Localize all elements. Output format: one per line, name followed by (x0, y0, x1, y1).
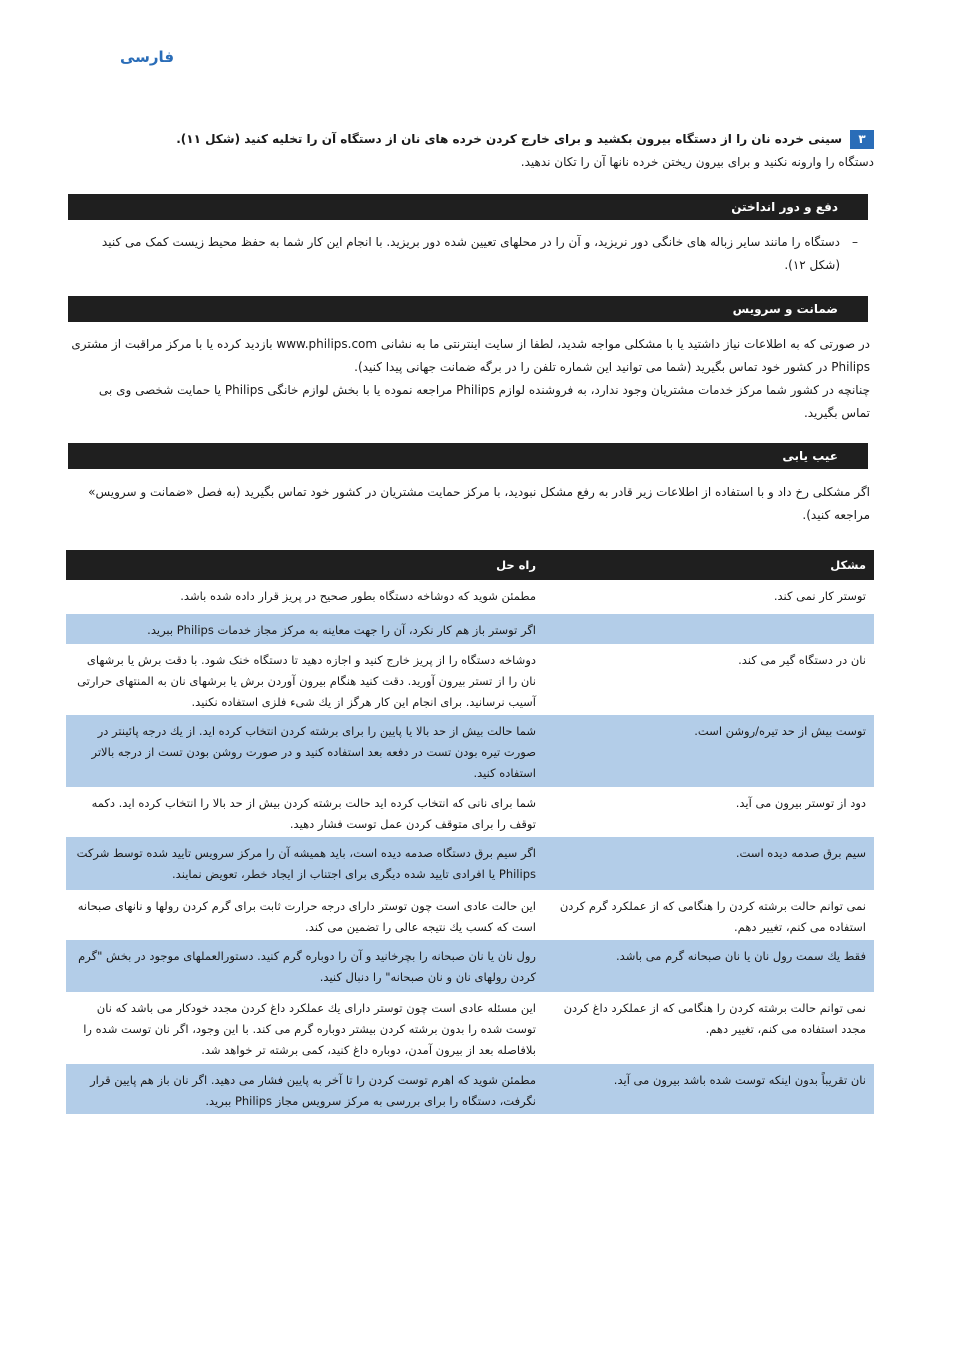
section-header-guarantee: ضمانت و سرویس (68, 296, 868, 322)
solution-cell: دوشاخه دستگاه را از پریز خارج کنید و اجازه دهید تا دستگاه خنک شود. با دقت برش یا برشهای نان را از تستر بیرون آورید. دقت کنید هنگام بیرون آوردن برش یا برشهای نان به المنتهای حرارتی آسیب نرسانید. برای انجام این کار هرگز از یك شیء فلزی استفاده نکنید. (77, 653, 536, 709)
table-row (66, 644, 874, 715)
table-row (66, 787, 874, 837)
problem-cell: سیم برق صدمه دیده است. (735, 846, 866, 860)
section-header-disposal: دفع و دور انداختن (68, 194, 868, 220)
troubleshooting-intro: اگر مشکلی رخ داد و با استفاده از اطلاعات زیر قادر به رفع مشکل نبودید، با مرکز حمایت مشتریان در کشور خود تماس بگیرید (به فصل «ضمانت و سرویس» مراجعه کنید). (88, 485, 870, 522)
section-header-troubleshooting: عیب یابی (68, 443, 868, 469)
problem-cell: نمی توانم حالت برشته کردن را هنگامی که از عملکرد داغ کردن مجدد استفاده می کنم، تغییر دهم. (563, 1001, 866, 1036)
header-problem: مشکل (830, 558, 866, 572)
solution-cell: مطمئن شوید که دوشاخه دستگاه بطور صحیح در پریز قرار داده شده باشد. (180, 589, 536, 603)
problem-cell (544, 614, 874, 644)
bullet-dash: – (852, 235, 858, 249)
solution-cell: مطمئن شوید که اهرم توست کردن را تا آخر به پایین فشار می دهید. اگر نان باز هم پایین قرار نگرفت، دستگاه را برای بررسی به مرکز سرویس مجاز Philips ببرید. (90, 1073, 536, 1108)
step-text: سینی خرده نان را از دستگاه بیرون بکشید و برای خارج کردن خرده های نان از دستگاه آن را تخلیه کنید (شکل ۱۱). (176, 132, 842, 146)
problem-cell: نان در دستگاه گیر می کند. (738, 653, 866, 667)
header-solution: راه حل (496, 558, 536, 572)
solution-cell: اگر سیم برق دستگاه صدمه دیده است، باید همیشه آن را مرکز سرویس تایید شده توسط شرکت Philips یا افرادی تایید شده دیگری برای اجتناب از ایجاد خطر، تعویض نمایند. (76, 846, 536, 881)
troubleshooting-table (66, 550, 874, 1114)
solution-cell: این حالت عادی است چون توستر دارای درجه حرارت ثابت برای گرم کردن رولها و نانهای صبحانه است که کسب یك نتیجه عالی را تضمین می کند. (77, 899, 536, 934)
problem-cell: توست بیش از حد تیره/روشن است. (694, 724, 866, 738)
table-header (66, 550, 874, 580)
solution-cell: رول نان یا نان صبحانه را بچرخانید و آن را دوباره گرم کنید. دستورالعملهای موجود در بخش "گرم کردن رولهای نان و نان صبحانه" را دنبال کنید. (78, 949, 536, 984)
guarantee-paragraph-1: در صورتی که به اطلاعات نیاز داشتید یا با مشکلی مواجه شدید، لطفا از سایت اینترنتی ما به نشانی www.philips.com بازدید کرده یا با مرکز مراقبت از مشتری Philips در کشور خود تماس بگیرید (شما می توانید این شماره تلفن را در برگه ضمانت جهانی پیدا کنید). (71, 337, 870, 374)
table-row (66, 580, 874, 614)
step-number-badge: ۳ (850, 130, 874, 149)
table-row (66, 715, 874, 787)
problem-cell: فقط یك سمت رول نان یا نان صبحانه گرم می باشد. (616, 949, 866, 963)
problem-cell: نان تقریباً بدون اینکه توست شده باشد بیرون می آید. (613, 1073, 866, 1087)
table-row (66, 992, 874, 1064)
solution-cell: اگر توستر باز هم کار نکرد، آن را جهت معاینه به مرکز مجاز خدمات Philips ببرید. (147, 623, 536, 637)
problem-cell: توستر کار نمی کند. (773, 589, 866, 603)
language-label: فارسی (120, 48, 175, 66)
disposal-bullet (70, 231, 870, 277)
disposal-text: دستگاه را مانند سایر زباله های خانگی دور نریزید، و آن را در محلهای تعیین شده دور بریزید. با انجام این کار شما به حفظ محیط زیست کمک می کنید (شکل ۱۲). (101, 235, 840, 272)
problem-cell: نمی توانم حالت برشته کردن را هنگامی که از عملکرد گرم کردن استفاده می کنم، تغییر دهم. (559, 899, 866, 934)
table-row (66, 940, 874, 992)
problem-cell: دود از توستر بیرون می آید. (735, 796, 866, 810)
step-note: دستگاه را وارونه نکنید و برای بیرون ریختن خرده نانها آن را تکان ندهید. (520, 155, 874, 169)
solution-cell: شما حالت بیش از حد بالا یا پایین را برای برشته کردن انتخاب کرده اید. از یك درجه پائینتر در صورت تیره بودن تست در دفعه بعد استفاده کنید و در صورت روشن بودن تست از درجه بالاتر استفاده کنید. (91, 724, 536, 780)
solution-cell: شما برای نانی که انتخاب کرده اید حالت برشته کردن بیش از حد بالا را انتخاب کرده اید. دکمه توقف را برای متوقف کردن عمل توست فشار دهید. (91, 796, 536, 831)
step-3 (66, 128, 874, 174)
solution-cell: این مسئله عادی است چون توستر دارای یك عملکرد داغ کردن مجدد خودکار می باشد که نان توست شده را بدون برشته کردن بیشتر دوباره گرم می کند. با این وجود، اگر نان توست شده را بلافاصله بعد از بیرون آمدن، دوباره داغ کنید، کمی برشته تر خواهد شد. (83, 1001, 536, 1057)
guarantee-paragraph-2: چنانچه در کشور شما مرکز خدمات مشتریان وجود ندارد، به فروشنده لوازم Philips مراجعه نموده یا با بخش لوازم خانگی Philips یا حمایت شخصی وی بی تماس بگیرید. (98, 383, 870, 420)
table-row (66, 1064, 874, 1114)
table-row (66, 890, 874, 940)
table-row (66, 614, 874, 644)
table-row (66, 837, 874, 890)
